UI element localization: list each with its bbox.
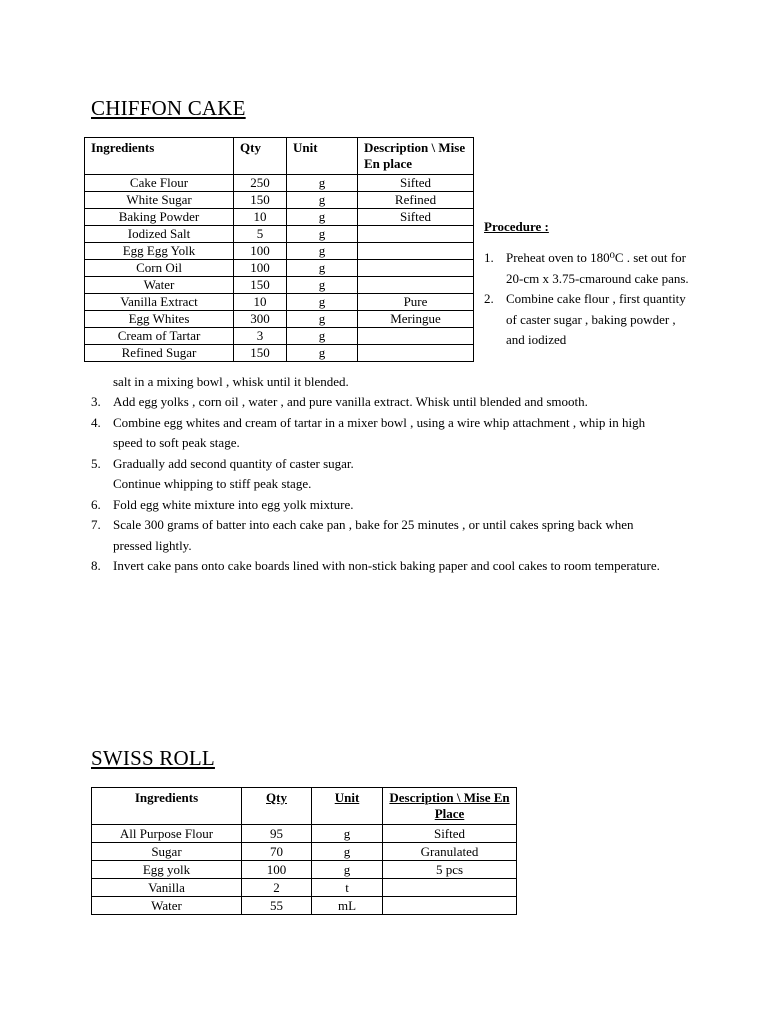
cell-description: Pure xyxy=(358,294,474,311)
procedure-step xyxy=(484,289,694,351)
cell-description xyxy=(358,277,474,294)
procedure-step xyxy=(91,495,671,516)
cell-description xyxy=(383,879,517,897)
table-row xyxy=(85,260,474,277)
cell-ingredient: Water xyxy=(92,897,242,915)
cell-qty: 300 xyxy=(234,311,287,328)
column-header-unit: Unit xyxy=(312,788,383,825)
cell-qty: 3 xyxy=(234,328,287,345)
cell-unit: g xyxy=(312,825,383,843)
cell-ingredient: Baking Powder xyxy=(85,209,234,226)
cell-ingredient: Refined Sugar xyxy=(85,345,234,362)
cell-ingredient: Water xyxy=(85,277,234,294)
cell-description: Refined xyxy=(358,192,474,209)
cell-unit: g xyxy=(287,294,358,311)
step-number: 2. xyxy=(484,291,494,306)
step-number: 5. xyxy=(91,455,101,471)
cell-description xyxy=(358,243,474,260)
cell-qty: 150 xyxy=(234,345,287,362)
table-row xyxy=(92,825,517,843)
table-row xyxy=(92,879,517,897)
cell-unit: g xyxy=(287,243,358,260)
cell-ingredient: White Sugar xyxy=(85,192,234,209)
cell-ingredient: Egg Egg Yolk xyxy=(85,243,234,260)
cell-qty: 10 xyxy=(234,209,287,226)
cell-description xyxy=(383,897,517,915)
cell-unit: g xyxy=(287,175,358,192)
step-number: 7. xyxy=(91,517,101,532)
cell-qty: 5 xyxy=(234,226,287,243)
cell-qty: 10 xyxy=(234,294,287,311)
cell-unit: g xyxy=(287,209,358,226)
swiss-roll-ingredients-table xyxy=(91,787,517,915)
table-row xyxy=(85,328,474,345)
cell-description: 5 pcs xyxy=(383,861,517,879)
table-row xyxy=(85,294,474,311)
column-header-description: Description \ Mise En place xyxy=(358,138,474,175)
step-number: 4. xyxy=(91,414,101,430)
cell-unit: g xyxy=(287,226,358,243)
column-header-qty: Qty xyxy=(242,788,312,825)
table-header-row xyxy=(92,788,517,825)
cell-ingredient: All Purpose Flour xyxy=(92,825,242,843)
column-header-ingredients: Ingredients xyxy=(85,138,234,175)
table-row xyxy=(85,345,474,362)
cell-qty: 2 xyxy=(242,879,312,897)
step-text: Invert cake pans onto cake boards lined with non-stick baking paper and cool cakes to room temperature. xyxy=(113,558,660,573)
cell-unit: t xyxy=(312,879,383,897)
step-text: Add egg yolks , corn oil , water , and pure vanilla extract. Whisk until blended and smooth. xyxy=(113,394,588,409)
swiss-roll-title: SWISS ROLL xyxy=(91,746,215,770)
step-number: 6. xyxy=(91,496,101,512)
cell-qty: 150 xyxy=(234,277,287,294)
cell-description: Sifted xyxy=(358,209,474,226)
cell-ingredient: Vanilla Extract xyxy=(85,294,234,311)
procedure-step xyxy=(91,454,671,495)
table-row xyxy=(85,311,474,328)
procedure-step xyxy=(91,413,671,454)
chiffon-cake-title: CHIFFON CAKE xyxy=(91,96,246,120)
step-text: Scale 300 grams of batter into each cake pan , bake for 25 minutes , or until cakes spring back when pressed lightly. xyxy=(113,517,634,553)
cell-unit: g xyxy=(287,277,358,294)
cell-unit: g xyxy=(287,260,358,277)
column-header-description: Description \ Mise En Place xyxy=(383,788,517,825)
step-number: 3. xyxy=(91,394,101,409)
step-text-line2: Continue whipping to stiff peak stage. xyxy=(113,476,312,491)
procedure-step xyxy=(484,248,694,289)
cell-unit: mL xyxy=(312,897,383,915)
step-text: Fold egg white mixture into egg yolk mixture. xyxy=(113,496,354,512)
cell-description xyxy=(358,260,474,277)
cell-ingredient: Cake Flour xyxy=(85,175,234,192)
chiffon-ingredients-table xyxy=(84,137,474,362)
table-row xyxy=(85,192,474,209)
step-text: Gradually add second quantity of caster sugar. xyxy=(113,455,354,471)
cell-qty: 100 xyxy=(234,243,287,260)
cell-ingredient: Egg yolk xyxy=(92,861,242,879)
cell-qty: 150 xyxy=(234,192,287,209)
column-header-ingredients: Ingredients xyxy=(92,788,242,825)
cell-description xyxy=(358,328,474,345)
table-row xyxy=(85,226,474,243)
cell-unit: g xyxy=(287,311,358,328)
table-row xyxy=(85,243,474,260)
table-row xyxy=(85,277,474,294)
table-header-row xyxy=(85,138,474,175)
cell-description: Meringue xyxy=(358,311,474,328)
table-row xyxy=(85,175,474,192)
cell-description: Sifted xyxy=(383,825,517,843)
cell-unit: g xyxy=(287,192,358,209)
cell-ingredient: Vanilla xyxy=(92,879,242,897)
procedure-step xyxy=(91,392,671,413)
step-text: Combine egg whites and cream of tartar in a mixer bowl , using a wire whip attachment , whip in high speed to soft peak stage. xyxy=(113,414,646,450)
table-row xyxy=(92,897,517,915)
table-row xyxy=(85,209,474,226)
cell-ingredient: Iodized Salt xyxy=(85,226,234,243)
procedure-step xyxy=(91,515,671,556)
cell-unit: g xyxy=(312,861,383,879)
cell-description: Sifted xyxy=(358,175,474,192)
step-number: 1. xyxy=(484,250,494,265)
cell-qty: 55 xyxy=(242,897,312,915)
column-header-qty: Qty xyxy=(234,138,287,175)
cell-unit: g xyxy=(312,843,383,861)
cell-qty: 100 xyxy=(234,260,287,277)
cell-qty: 95 xyxy=(242,825,312,843)
cell-ingredient: Egg Whites xyxy=(85,311,234,328)
cell-description xyxy=(358,345,474,362)
procedure-steps-side xyxy=(484,248,694,351)
cell-ingredient: Cream of Tartar xyxy=(85,328,234,345)
cell-qty: 250 xyxy=(234,175,287,192)
step-2-continued: salt in a mixing bowl , whisk until it blended. xyxy=(113,374,349,389)
cell-description xyxy=(358,226,474,243)
procedure-steps-main xyxy=(91,392,671,577)
cell-qty: 70 xyxy=(242,843,312,861)
procedure-step xyxy=(91,556,671,577)
cell-ingredient: Corn Oil xyxy=(85,260,234,277)
cell-qty: 100 xyxy=(242,861,312,879)
cell-unit: g xyxy=(287,328,358,345)
step-number: 8. xyxy=(91,558,101,573)
procedure-heading: Procedure : xyxy=(484,219,549,234)
table-row xyxy=(92,843,517,861)
table-row xyxy=(92,861,517,879)
cell-unit: g xyxy=(287,345,358,362)
step-text: Combine cake flour , first quantity of caster sugar , baking powder , and iodized xyxy=(506,291,686,347)
cell-description: Granulated xyxy=(383,843,517,861)
column-header-unit: Unit xyxy=(287,138,358,175)
cell-ingredient: Sugar xyxy=(92,843,242,861)
step-text: Preheat oven to 180⁰C . set out for 20-cm x 3.75-cmaround cake pans. xyxy=(506,250,689,286)
